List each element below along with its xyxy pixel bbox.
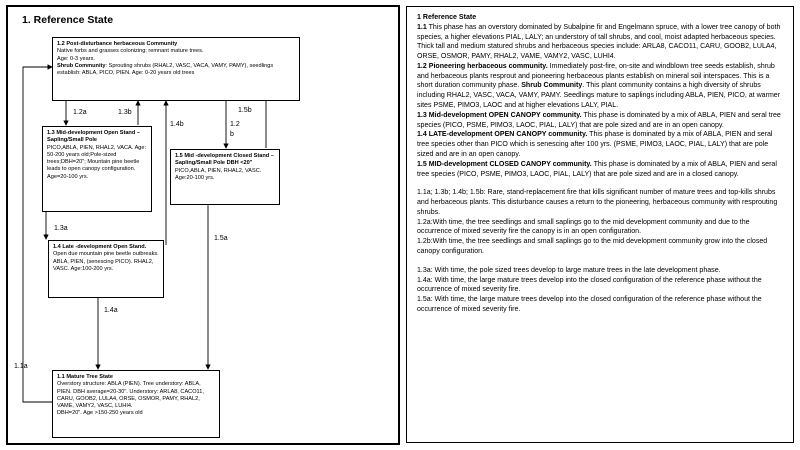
- box-1-2-title: 1.2 Post-disturbance herbaceous Community: [57, 41, 178, 47]
- label-1-2a: 1.2a: [73, 109, 87, 116]
- box-1-2-line2: Age: 0-3 years.: [57, 55, 95, 62]
- para-1-5: [417, 160, 785, 180]
- arrow-1-1a: [23, 67, 52, 402]
- box-1-4-title: 1.4 Late -development Open Stand.: [53, 244, 147, 250]
- label-1-2: 1.2: [230, 121, 240, 128]
- box-1-2-line1: Native forbs and grasses colonizing; remnant mature trees.: [57, 48, 204, 55]
- para-1-2-text-a: Immediately post-fire, on-site and windblown tree seeds establish, shrub and herbaceous plants resprout and pioneering herbaceous plants establish on mineral soil interspaces. This is a short duration community phase.: [417, 62, 775, 90]
- box-1-1-text: Overstory structure: ABLA (PIEN). Tree understory: ABLA, PIEN. DBH average=20-30". Understory: ARLA8, CACO11, CARU, GOOB2, LULA4, ORSE, OSMOR, PAMY, RHAL2, VAME, VAMY2, VASC, LUHI4.: [57, 381, 204, 410]
- para-1-2-shrub-label: Shrub Community: [521, 82, 583, 90]
- box-1-2-shrub: [57, 63, 295, 78]
- description-text: [417, 13, 785, 315]
- para-1-2-label: 1.2 Pioneering herbaceous community.: [417, 62, 548, 70]
- para-1-4-label: 1.4 LATE-development OPEN CANOPY community.: [417, 131, 588, 139]
- transition-1-3a: 1.3a: With time, the pole sized trees develop to large mature trees in the late development phase.: [417, 266, 721, 274]
- para-1-1: [417, 23, 785, 62]
- label-1-4a: 1.4a: [104, 307, 118, 314]
- box-1-5-text: PICO,ABLA, PIEN, RHAL2, VASC. Age:20-100 yrs.: [175, 167, 262, 181]
- transition-1-5a: 1.5a: With time, the large mature trees develop into the closed configuration of the reference phase without the occurrence of mixed severity fire.: [417, 296, 762, 313]
- description-title: 1 Reference State: [417, 14, 477, 21]
- transition-fire: 1.1a; 1.3b; 1.4b; 1.5b: Rare, stand-replacement fire that kills significant number of mature trees and top-kills shrubs and herbaceous plants. This disturbance causes a return to the pioneering, herbaceous community with resprouting shrubs.: [417, 189, 778, 216]
- state-box-1-5: [170, 149, 280, 205]
- label-1-5a: 1.5a: [214, 235, 228, 242]
- box-1-5-title: 1.5 Mid -development Closed Stand – Sapling/Small Pole DBH <20": [175, 153, 274, 167]
- box-1-3-title: 1.3 Mid-development Open Stand – Sapling/Small Pole: [47, 130, 140, 144]
- state-diagram-panel: [6, 5, 400, 445]
- para-1-4: [417, 130, 785, 159]
- para-1-3-text: This phase is dominated by a mix of ABLA, PIEN and seral tree species (PICO, PSME, PIMO3, LAOC, PIAL, LALY) that are pole sized and are in an open canopy.: [417, 111, 781, 129]
- para-1-4-text: This phase is dominated by a mix of ABLA, PIEN and seral tree species other than PICO which is senescing after 100 yrs. (PSME, PIMO3, LAOC, PIAL, LALY) that are pole sized and are in an open canopy.: [417, 131, 773, 158]
- transition-1-4a: 1.4a: With time, the large mature trees develop into the closed configuration of the reference phase without the occurrence of mixed severity fire.: [417, 276, 762, 294]
- state-box-1-4: [48, 240, 164, 298]
- description-panel: [406, 6, 794, 443]
- box-1-3-text: PICO,ABLA, PIEN, RHAL2, VACA. Age: 50-200 years old;Pole-sized trees;DBH=20"; Mountain pine beetle leads to open canopy configuration. Age=20-100 yrs.: [47, 144, 147, 180]
- para-1-3: [417, 111, 785, 131]
- para-1-2: [417, 62, 785, 111]
- para-1-2-text-b: . This plant community contains a high diversity of shrubs including RHAL2, VASC, VACA, VAMY, PAMY. Seedlings mature to saplings including ABLA, PIEN, PICO, at warmer sites PSME, PIMO3, LAOC and at higher elevations LALY, PIAL.: [417, 82, 781, 110]
- box-1-1-text2: DBH=20". Age >150-250 years old: [57, 410, 143, 417]
- para-1-5-label: 1.5 MID-development CLOSED CANOPY community.: [417, 160, 592, 168]
- label-1-1a: 1.1a: [14, 363, 28, 370]
- state-box-1-2: [52, 37, 300, 101]
- box-1-2-shrub-label: Shrub Community: [57, 62, 106, 69]
- para-1-3-label: 1.3 Mid-development OPEN CANOPY community.: [417, 111, 582, 119]
- label-b: b: [230, 131, 234, 138]
- box-1-1-title: 1.1 Mature Tree State: [57, 374, 113, 380]
- label-1-3b: 1.3b: [118, 109, 132, 116]
- label-1-4b: 1.4b: [170, 121, 184, 128]
- label-1-3a: 1.3a: [54, 225, 68, 232]
- para-1-1-label: 1.1: [417, 23, 427, 31]
- label-1-5b: 1.5b: [238, 107, 252, 114]
- state-box-1-3: [42, 126, 152, 212]
- state-box-1-1: [52, 370, 220, 438]
- para-1-1-text: This phase has an overstory dominated by Subalpine fir and Engelmann spruce, with a lower tree canopy of both species, a higher elevations PIAL, LALY; an understory of tall shrubs, and cool, moist adapted herbaceous species. Thick tall and medium statured shrubs and herbaceous species include: ARLA8, CACO11, CARU, GOOB2, LULA4, ORSE, OSMOR, PAMY, RHAL2, VAME, VAMY2, VASC, LUHI4.: [417, 23, 781, 61]
- transition-1-2b: 1.2b:With time, the tree seedlings and small saplings go to the mid development community grow into the closed canopy configuration.: [417, 238, 768, 255]
- box-1-4-text: Open due mountain pine beetle outbreaks. ABLA, PIEN, (senescing PICO). RHAL2, VASC. Age:100-200 yrs.: [53, 251, 159, 272]
- para-1-5-text: This phase is dominated by a mix of ABLA, PIEN and seral tree species (PICO, PSME, PIMO3, LAOC, PIAL, LALY) that are pole sized and are in a closed canopy.: [417, 160, 777, 178]
- transition-1-2a: 1.2a:With time, the tree seedlings and small saplings go to the mid development community and due to the occurrence of mixed severity fire the canopy is in an open configuration.: [417, 218, 750, 236]
- diagram-title: 1. Reference State: [22, 14, 114, 26]
- box-1-2-shrub-text: : Sprouting shrubs (RHAL2, VASC, VACA, VAMY, PAMY), seedlings establish: ABLA, PICO, PIEN. Age: 0-20 years old trees: [57, 62, 274, 77]
